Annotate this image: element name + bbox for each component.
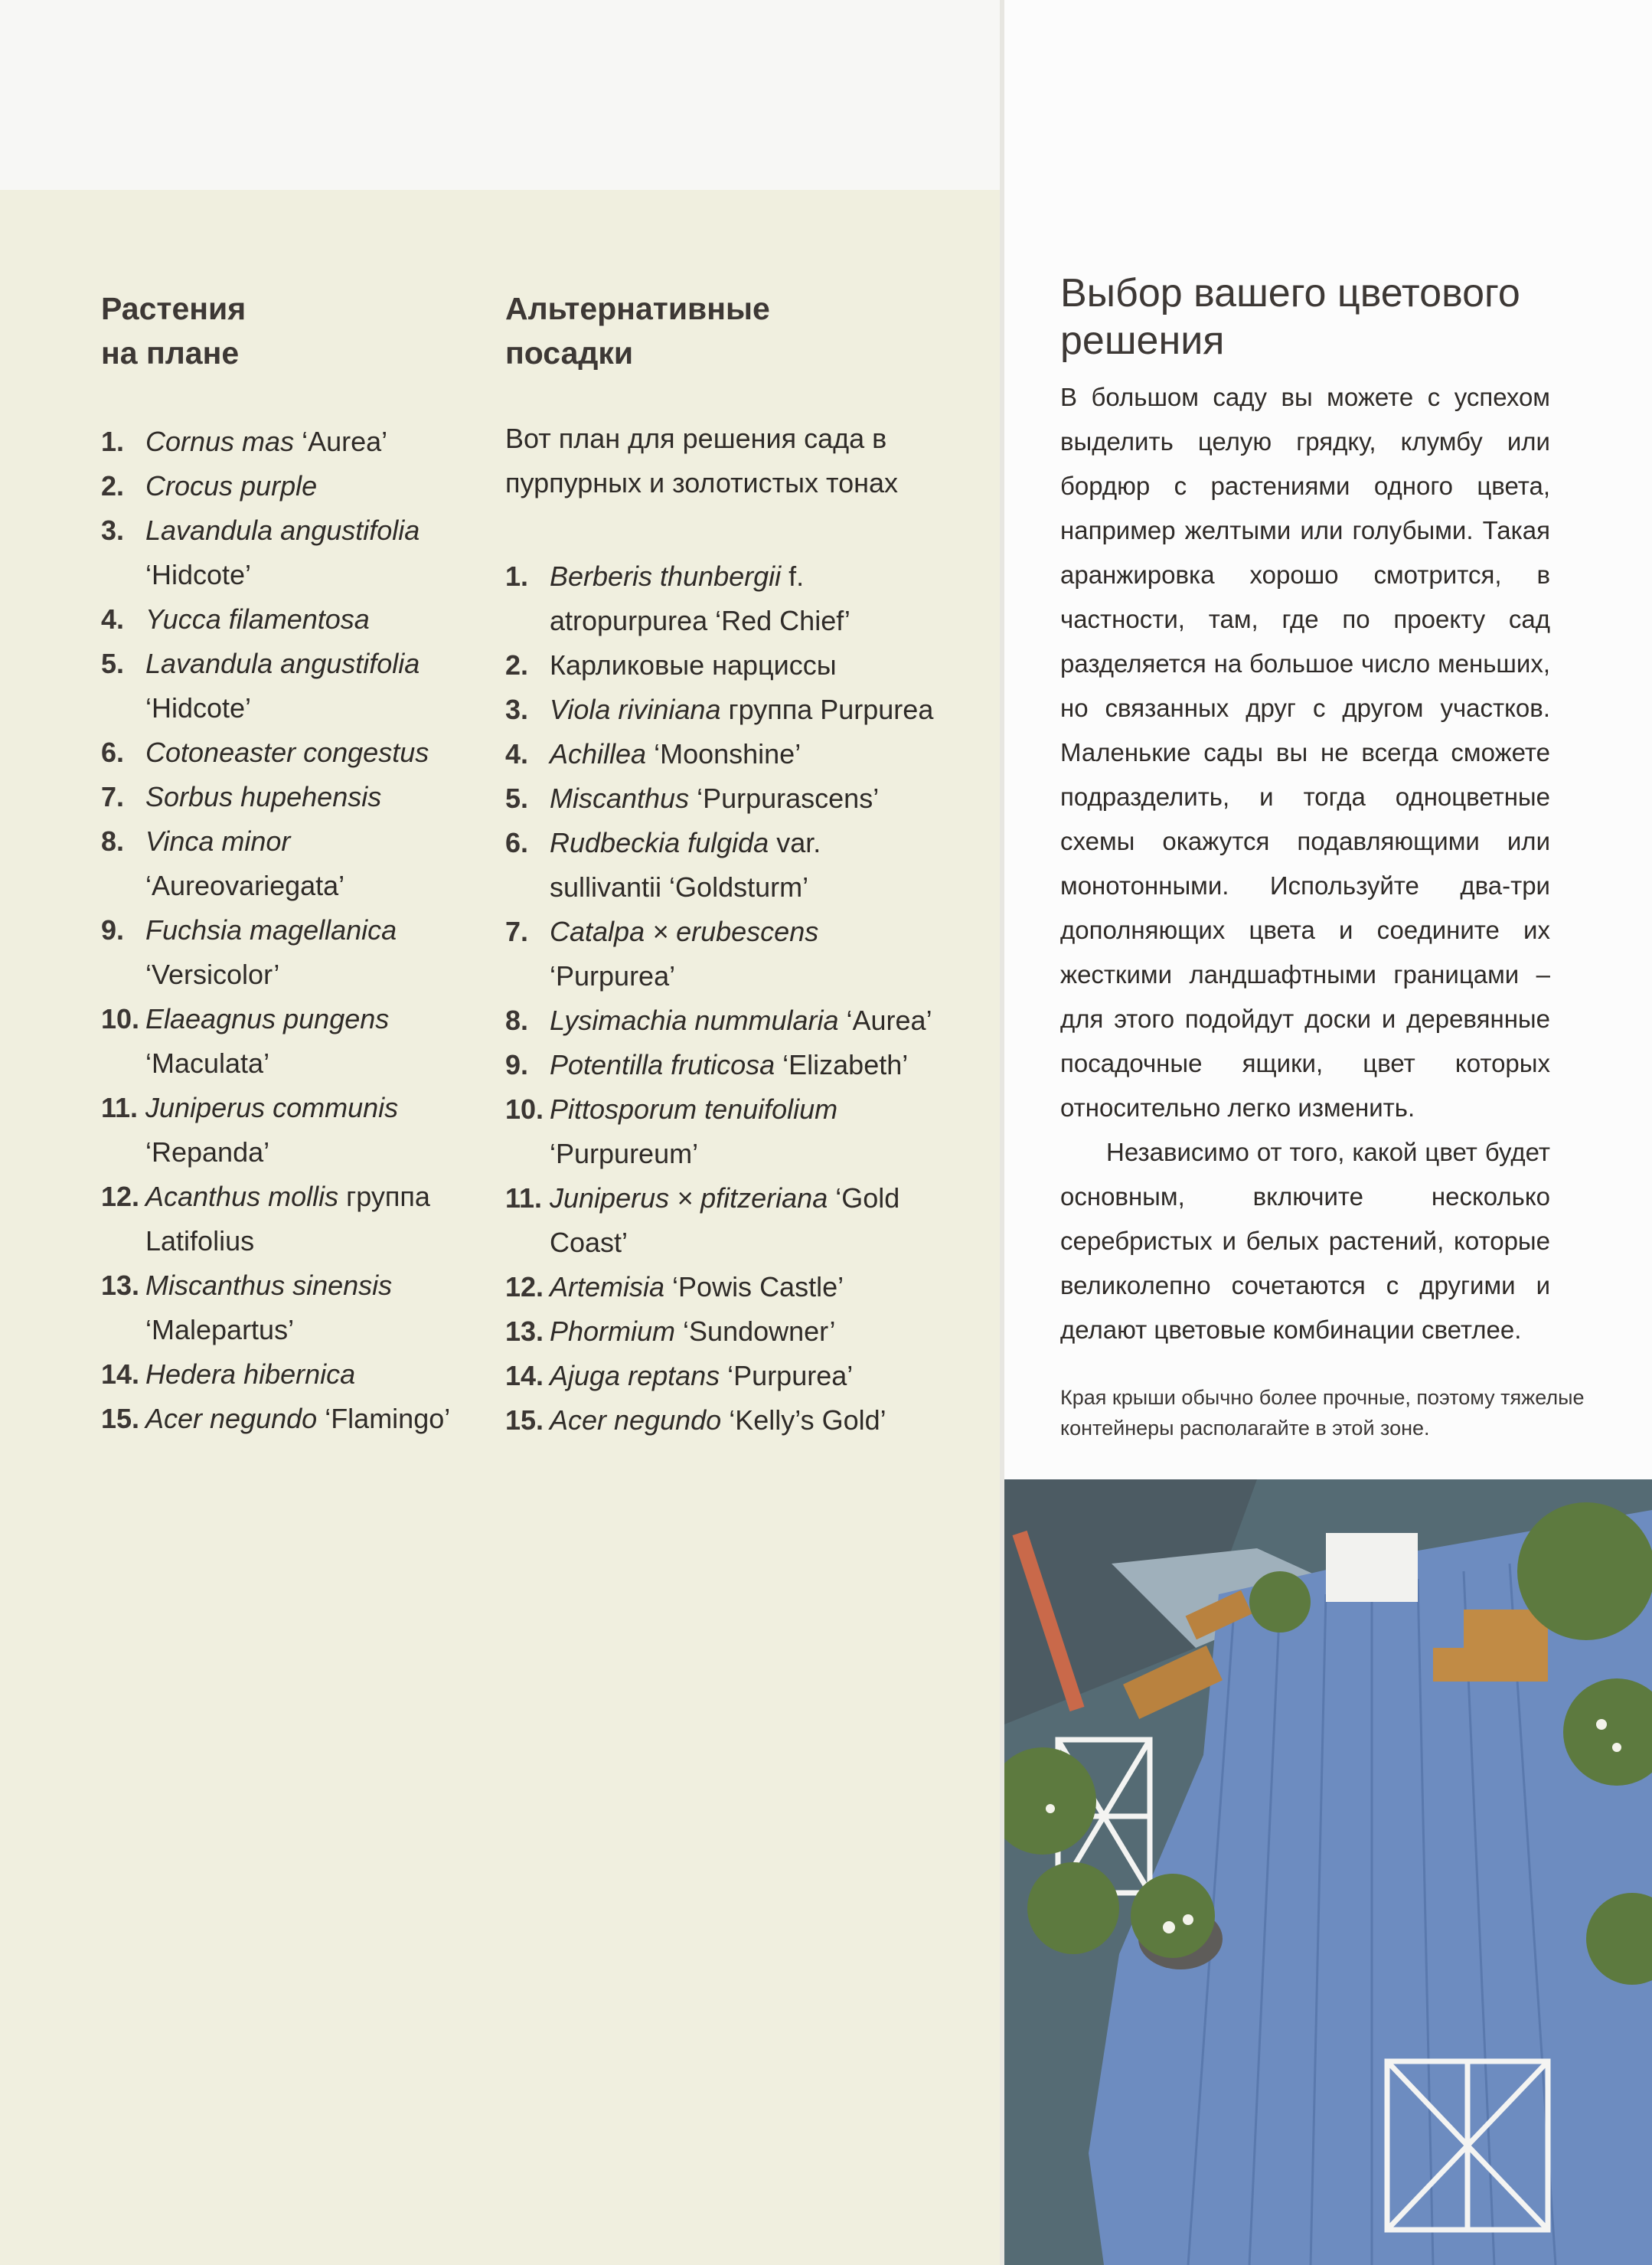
plant-name: Catalpa × erubescens	[550, 916, 819, 947]
list-item	[505, 1265, 934, 1309]
article-body	[1060, 375, 1550, 1352]
item-number: 6.	[505, 827, 529, 858]
list-item	[505, 554, 934, 643]
item-number: 3.	[505, 694, 529, 725]
plant-name: Phormium	[550, 1316, 676, 1347]
list-item	[101, 730, 453, 775]
plant-name: Acer negundo	[145, 1403, 318, 1434]
item-number: 5.	[505, 783, 529, 814]
list-item	[101, 508, 453, 597]
plant-name: Lysimachia nummularia	[550, 1005, 839, 1036]
list-item	[101, 420, 453, 464]
plant-name: Viola riviniana	[550, 694, 721, 725]
item-number: 1.	[505, 561, 529, 592]
plant-name: Crocus purple	[145, 470, 318, 502]
plant-cultivar: ‘Powis Castle’	[664, 1271, 844, 1302]
alternative-plantings-heading	[505, 286, 770, 375]
plant-name: Ajuga reptans	[550, 1360, 720, 1391]
item-number: 14.	[505, 1360, 544, 1391]
plant-name: Fuchsia magellanica	[145, 914, 397, 946]
plant-cultivar: ‘Kelly’s Gold’	[721, 1404, 886, 1436]
plant-name: Pittosporum tenuifolium	[550, 1093, 838, 1125]
plant-name: Acer negundo	[550, 1404, 722, 1436]
plant-cultivar: ‘Purpurascens’	[689, 783, 880, 814]
plant-name: Potentilla fruticosa	[550, 1049, 775, 1080]
list-item	[505, 643, 934, 688]
list-item	[505, 1176, 934, 1265]
item-number: 14.	[101, 1358, 140, 1390]
plant-cultivar: Карликовые нарциссы	[550, 649, 837, 681]
plant-cultivar: ‘Aurea’	[294, 426, 388, 457]
plant-cultivar: ‘Repanda’	[145, 1136, 270, 1168]
plant-cultivar: ‘Purpurea’	[550, 960, 676, 992]
item-number: 12.	[505, 1271, 544, 1302]
list-item	[101, 642, 453, 730]
item-number: 7.	[101, 781, 125, 812]
plant-name: Juniperus × pfitzeriana	[550, 1182, 828, 1214]
plant-name: Artemisia	[550, 1271, 665, 1302]
plant-name: Miscanthus sinensis	[145, 1270, 393, 1301]
plant-name: Acanthus mollis	[145, 1181, 339, 1212]
list-item	[505, 776, 934, 821]
list-item	[101, 464, 453, 508]
item-number: 9.	[505, 1049, 529, 1080]
item-number: 9.	[101, 914, 125, 946]
item-number: 2.	[505, 649, 529, 681]
list-item	[505, 1043, 934, 1087]
list-item	[101, 775, 453, 819]
item-number: 12.	[101, 1181, 140, 1212]
plant-cultivar: ‘Versicolor’	[145, 959, 280, 990]
heading-line: посадки	[505, 335, 634, 371]
article-paragraph: В большом саду вы можете с успехом выделить целую грядку, клумбу или бордюр с растениями одного цвета, например желтыми или голубыми. Такая аранжировка хорошо смотрится, в частности, там, где по проекту сад разделяется на большое число меньших, но связанных друг с другом участков. Маленькие сады вы не всегда сможете подразделить, и тогда одноцветные схемы окажутся подавляющими или монотонными. Используйте два-три дополняющих цвета и соедините их жесткими ландшафтными границами – для этого подойдут доски и деревянные посадочные ящики, цвет которых относительно легко изменить.	[1060, 383, 1550, 1122]
item-number: 4.	[505, 738, 529, 770]
plant-name: Yucca filamentosa	[145, 603, 370, 635]
item-number: 8.	[505, 1005, 529, 1036]
list-item	[505, 821, 934, 910]
plant-name: Lavandula angustifolia	[145, 648, 420, 679]
plant-cultivar: ‘Sundowner’	[675, 1316, 836, 1347]
list-item	[101, 597, 453, 642]
plant-cultivar: группа Purpurea	[720, 694, 934, 725]
plant-name: Sorbus hupehensis	[145, 781, 382, 812]
list-item	[101, 1175, 453, 1263]
item-number: 13.	[505, 1316, 544, 1347]
list-item	[101, 1397, 453, 1441]
plant-cultivar: ‘Maculata’	[145, 1048, 270, 1079]
alternative-intro: Вот план для решения сада в пурпурных и золотистых тонах	[505, 423, 899, 498]
plant-name: Elaeagnus pungens	[145, 1003, 390, 1034]
plant-name: Cornus mas	[145, 426, 295, 457]
plant-cultivar: ‘Elizabeth’	[775, 1049, 909, 1080]
white-planter	[1326, 1533, 1418, 1602]
heading-line: Растения	[101, 291, 246, 326]
list-item	[505, 910, 934, 998]
heading-line: на плане	[101, 335, 240, 371]
item-number: 2.	[101, 470, 125, 502]
plant-name: Cotoneaster congestus	[145, 737, 429, 768]
alternative-plantings-list	[505, 554, 934, 1443]
page-margin-top	[0, 0, 1003, 190]
list-item	[505, 732, 934, 776]
article-title: Выбор вашего цветового решения	[1060, 271, 1520, 363]
plant-cultivar: ‘Hidcote’	[145, 692, 252, 724]
plant-cultivar: ‘Flamingo’	[317, 1403, 451, 1434]
plant-cultivar: var. sullivantii ‘Goldsturm’	[550, 827, 821, 903]
heading-line: Альтернативные	[505, 291, 770, 326]
item-number: 15.	[505, 1404, 544, 1436]
plant-name: Miscanthus	[550, 783, 690, 814]
item-number: 4.	[101, 603, 125, 635]
item-number: 3.	[101, 515, 125, 546]
item-number: 10.	[101, 1003, 140, 1034]
plant-cultivar: ‘Aurea’	[838, 1005, 932, 1036]
plant-name: Rudbeckia fulgida	[550, 827, 769, 858]
list-item	[101, 997, 453, 1086]
plant-cultivar: ‘Aureovariegata’	[145, 870, 345, 901]
list-item	[101, 1086, 453, 1175]
list-item	[505, 1398, 934, 1443]
plant-name: Vinca minor	[145, 825, 291, 857]
plant-cultivar: ‘Purpurea’	[720, 1360, 854, 1391]
plant-cultivar: f. atropurpurea ‘Red Chief’	[550, 561, 850, 636]
plant-cultivar: ‘Purpureum’	[550, 1138, 699, 1169]
list-item	[101, 819, 453, 908]
plant-cultivar: ‘Moonshine’	[646, 738, 802, 770]
photo-caption: Края крыши обычно более прочные, поэтому тяжелые контейнеры располагайте в этой зоне.	[1060, 1386, 1585, 1440]
plants-on-plan-heading	[101, 286, 246, 375]
item-number: 13.	[101, 1270, 140, 1301]
list-item	[505, 1309, 934, 1354]
list-item	[101, 1263, 453, 1352]
plant-name: Berberis thunbergii	[550, 561, 782, 592]
item-number: 8.	[101, 825, 125, 857]
list-item	[505, 688, 934, 732]
plant-name: Lavandula angustifolia	[145, 515, 420, 546]
item-number: 7.	[505, 916, 529, 947]
plants-on-plan-list	[101, 420, 453, 1441]
roof-garden-photo	[1004, 1479, 1652, 2265]
list-item	[505, 998, 934, 1043]
item-number: 15.	[101, 1403, 140, 1434]
plant-name: Juniperus communis	[145, 1092, 399, 1123]
item-number: 10.	[505, 1093, 544, 1125]
item-number: 11.	[505, 1182, 543, 1214]
item-number: 6.	[101, 737, 125, 768]
plant-cultivar: ‘Gold Coast’	[550, 1182, 900, 1258]
item-number: 5.	[101, 648, 125, 679]
plant-cultivar: группа Latifolius	[145, 1181, 430, 1257]
plant-name: Achillea	[550, 738, 647, 770]
list-item	[505, 1354, 934, 1398]
plant-name: Hedera hibernica	[145, 1358, 356, 1390]
item-number: 11.	[101, 1092, 139, 1123]
article-paragraph: Независимо от того, какой цвет будет основным, включите несколько серебристых и белых растений, которые великолепно сочетаются с другими и делают цветовые комбинации светлее.	[1060, 1138, 1550, 1344]
list-item	[101, 908, 453, 997]
plant-cultivar: ‘Malepartus’	[145, 1314, 295, 1345]
item-number: 1.	[101, 426, 125, 457]
list-item	[505, 1087, 934, 1176]
plant-cultivar: ‘Hidcote’	[145, 559, 252, 590]
list-item	[101, 1352, 453, 1397]
